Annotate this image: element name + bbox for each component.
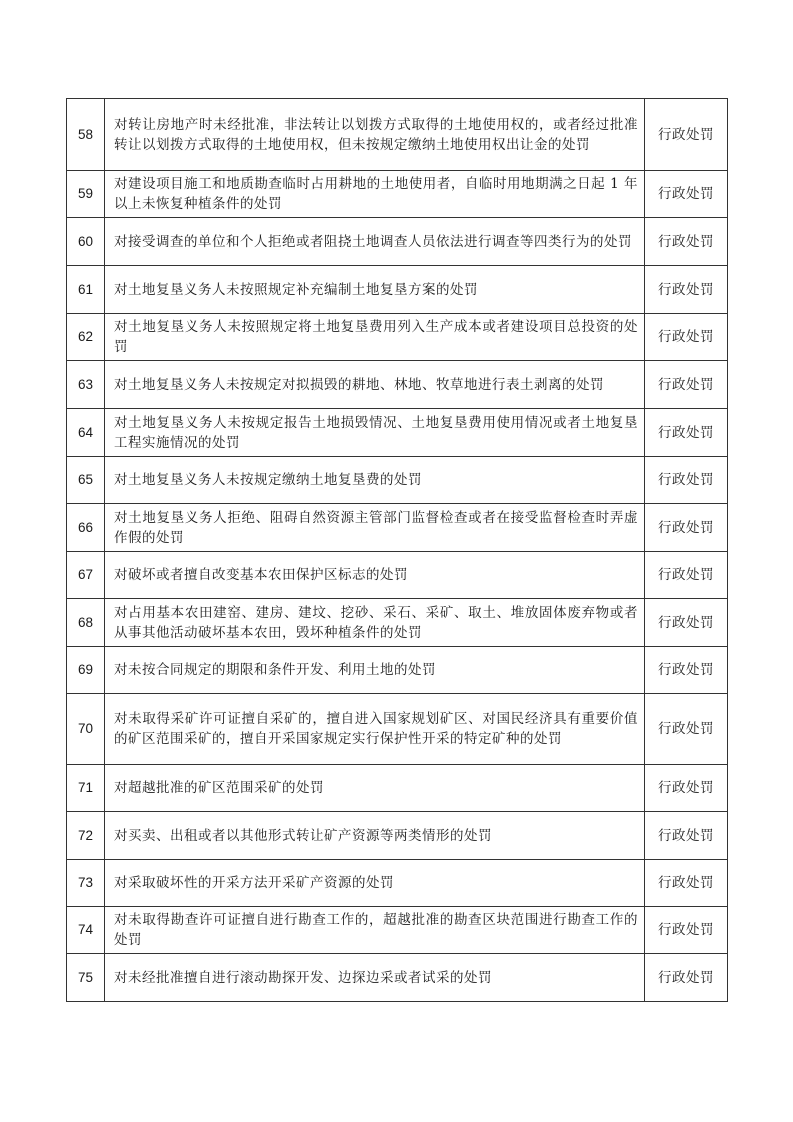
row-number: 65 xyxy=(67,457,105,504)
item-type: 行政处罚 xyxy=(645,99,728,171)
table-row xyxy=(67,314,728,361)
row-number: 66 xyxy=(67,504,105,552)
item-description: 对买卖、出租或者以其他形式转让矿产资源等两类情形的处罚 xyxy=(105,812,645,860)
row-number: 59 xyxy=(67,171,105,218)
item-description: 对破坏或者擅自改变基本农田保护区标志的处罚 xyxy=(105,552,645,599)
table-row xyxy=(67,860,728,907)
table-row xyxy=(67,765,728,812)
item-type: 行政处罚 xyxy=(645,694,728,765)
item-description: 对超越批准的矿区范围采矿的处罚 xyxy=(105,765,645,812)
penalty-items-table xyxy=(66,98,728,1002)
item-type: 行政处罚 xyxy=(645,812,728,860)
row-number: 62 xyxy=(67,314,105,361)
item-type: 行政处罚 xyxy=(645,457,728,504)
item-type: 行政处罚 xyxy=(645,907,728,954)
item-type: 行政处罚 xyxy=(645,171,728,218)
table-row xyxy=(67,552,728,599)
item-type: 行政处罚 xyxy=(645,954,728,1002)
item-description: 对土地复垦义务人未按规定缴纳土地复垦费的处罚 xyxy=(105,457,645,504)
item-type: 行政处罚 xyxy=(645,266,728,314)
row-number: 74 xyxy=(67,907,105,954)
item-description: 对接受调查的单位和个人拒绝或者阻挠土地调查人员依法进行调查等四类行为的处罚 xyxy=(105,218,645,266)
row-number: 73 xyxy=(67,860,105,907)
row-number: 71 xyxy=(67,765,105,812)
item-description: 对未经批准擅自进行滚动勘探开发、边探边采或者试采的处罚 xyxy=(105,954,645,1002)
item-description: 对土地复垦义务人未按规定对拟损毁的耕地、林地、牧草地进行表土剥离的处罚 xyxy=(105,361,645,409)
item-description: 对建设项目施工和地质勘查临时占用耕地的土地使用者，自临时用地期满之日起 1 年以上未恢复种植条件的处罚 xyxy=(105,171,645,218)
row-number: 75 xyxy=(67,954,105,1002)
row-number: 67 xyxy=(67,552,105,599)
item-description: 对土地复垦义务人未按照规定补充编制土地复垦方案的处罚 xyxy=(105,266,645,314)
table-row xyxy=(67,171,728,218)
row-number: 63 xyxy=(67,361,105,409)
row-number: 58 xyxy=(67,99,105,171)
row-number: 64 xyxy=(67,409,105,457)
item-type: 行政处罚 xyxy=(645,860,728,907)
table-row xyxy=(67,647,728,694)
item-type: 行政处罚 xyxy=(645,504,728,552)
item-description: 对占用基本农田建窑、建房、建坟、挖砂、采石、采矿、取土、堆放固体废弃物或者从事其他活动破坏基本农田，毁坏种植条件的处罚 xyxy=(105,599,645,647)
item-type: 行政处罚 xyxy=(645,409,728,457)
item-description: 对未取得采矿许可证擅自采矿的，擅自进入国家规划矿区、对国民经济具有重要价值的矿区范围采矿的，擅自开采国家规定实行保护性开采的特定矿种的处罚 xyxy=(105,694,645,765)
table-row xyxy=(67,812,728,860)
item-type: 行政处罚 xyxy=(645,314,728,361)
item-description: 对转让房地产时未经批准，非法转让以划拨方式取得的土地使用权的，或者经过批准转让以划拨方式取得的土地使用权，但未按规定缴纳土地使用权出让金的处罚 xyxy=(105,99,645,171)
item-description: 对土地复垦义务人拒绝、阻碍自然资源主管部门监督检查或者在接受监督检查时弄虚作假的处罚 xyxy=(105,504,645,552)
table-row xyxy=(67,504,728,552)
item-description: 对未按合同规定的期限和条件开发、利用土地的处罚 xyxy=(105,647,645,694)
table-row xyxy=(67,266,728,314)
item-description: 对土地复垦义务人未按规定报告土地损毁情况、土地复垦费用使用情况或者土地复垦工程实施情况的处罚 xyxy=(105,409,645,457)
row-number: 69 xyxy=(67,647,105,694)
row-number: 61 xyxy=(67,266,105,314)
item-type: 行政处罚 xyxy=(645,647,728,694)
table-row xyxy=(67,599,728,647)
item-description: 对未取得勘查许可证擅自进行勘查工作的，超越批准的勘查区块范围进行勘查工作的处罚 xyxy=(105,907,645,954)
table-row xyxy=(67,361,728,409)
item-type: 行政处罚 xyxy=(645,552,728,599)
row-number: 72 xyxy=(67,812,105,860)
table-row xyxy=(67,99,728,171)
item-description: 对采取破坏性的开采方法开采矿产资源的处罚 xyxy=(105,860,645,907)
table-row xyxy=(67,457,728,504)
item-description: 对土地复垦义务人未按照规定将土地复垦费用列入生产成本或者建设项目总投资的处罚 xyxy=(105,314,645,361)
table-row xyxy=(67,409,728,457)
row-number: 68 xyxy=(67,599,105,647)
item-type: 行政处罚 xyxy=(645,765,728,812)
table-row xyxy=(67,954,728,1002)
table-row xyxy=(67,907,728,954)
item-type: 行政处罚 xyxy=(645,599,728,647)
row-number: 60 xyxy=(67,218,105,266)
item-type: 行政处罚 xyxy=(645,361,728,409)
row-number: 70 xyxy=(67,694,105,765)
table-row xyxy=(67,218,728,266)
table-row xyxy=(67,694,728,765)
item-type: 行政处罚 xyxy=(645,218,728,266)
